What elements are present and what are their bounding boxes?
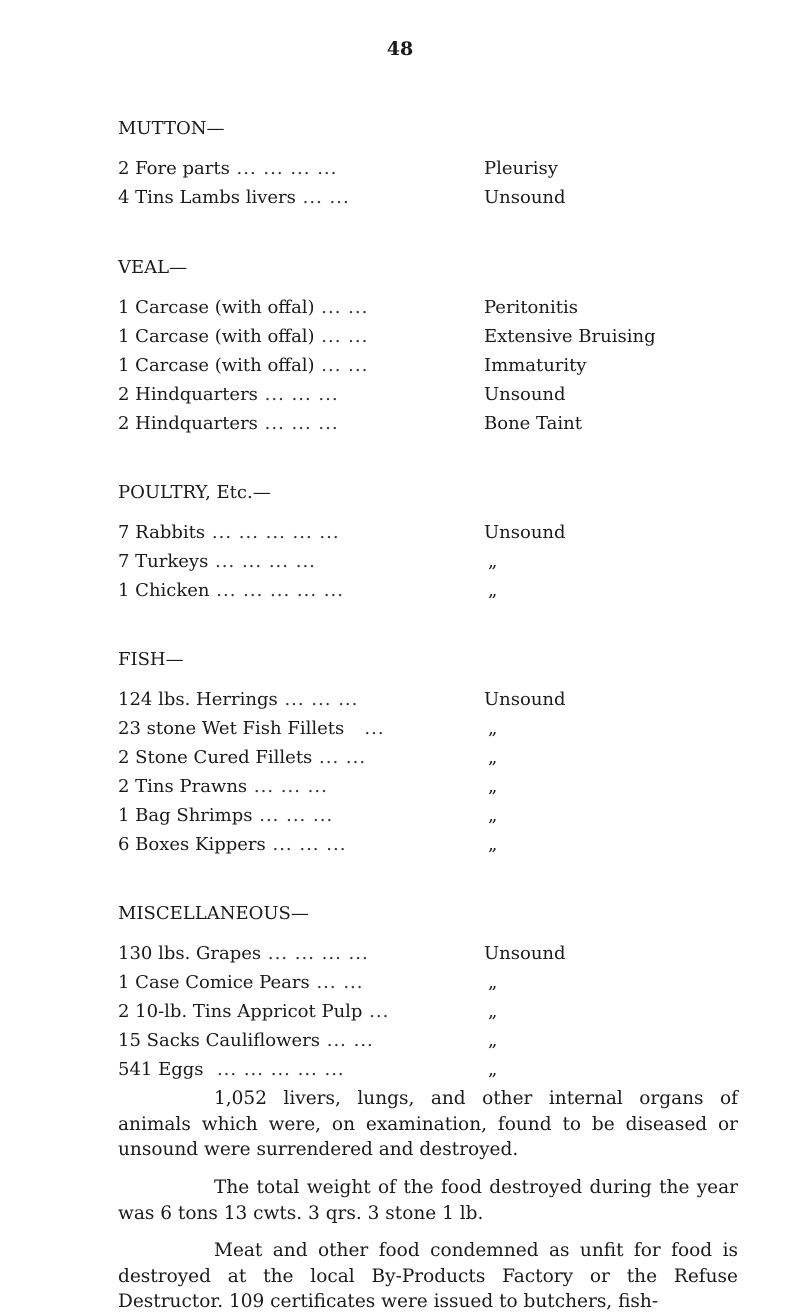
item-description: 7 Rabbits ... ... ... ... ... [118, 522, 340, 543]
item-reason: Unsound [484, 689, 566, 710]
ditto-mark: „ [488, 834, 498, 855]
list-item [118, 803, 738, 832]
section-miscellaneous [118, 901, 738, 1086]
item-description: 2 Tins Prawns ... ... ... [118, 776, 328, 797]
list-item [118, 353, 738, 382]
list-item [118, 411, 738, 440]
list-item [118, 549, 738, 578]
item-reason: Unsound [484, 187, 566, 208]
section-heading: FISH— [118, 649, 184, 670]
ditto-mark: „ [488, 580, 498, 601]
item-description: 23 stone Wet Fish Fillets ... [118, 718, 385, 739]
ditto-mark: „ [488, 551, 498, 572]
item-description: 15 Sacks Cauliflowers ... ... [118, 1030, 374, 1051]
page-number: 48 [386, 38, 414, 60]
list-item [118, 185, 738, 214]
item-description: 7 Turkeys ... ... ... ... [118, 551, 316, 572]
item-description: 1 Carcase (with offal) ... ... [118, 297, 369, 318]
list-item [118, 382, 738, 411]
ditto-mark: „ [488, 718, 498, 739]
list-item [118, 716, 738, 745]
item-reason: Extensive Bruising [484, 326, 656, 347]
item-description: 124 lbs. Herrings ... ... ... [118, 689, 359, 710]
section-heading: VEAL— [118, 257, 188, 278]
list-item [118, 578, 738, 607]
list-item [118, 999, 738, 1028]
list-item [118, 1028, 738, 1057]
item-reason: Immaturity [484, 355, 587, 376]
item-description: 2 Hindquarters ... ... ... [118, 384, 339, 405]
item-reason: Pleurisy [484, 158, 558, 179]
list-item [118, 1057, 738, 1086]
list-item [118, 295, 738, 324]
item-reason: Unsound [484, 522, 566, 543]
list-item [118, 832, 738, 861]
item-description: 4 Tins Lambs livers ... ... [118, 187, 350, 208]
section-poultry [118, 480, 738, 607]
item-reason: Unsound [484, 943, 566, 964]
section-heading: MISCELLANEOUS— [118, 903, 309, 924]
item-description: 2 Hindquarters ... ... ... [118, 413, 339, 434]
item-description: 1 Chicken ... ... ... ... ... [118, 580, 344, 601]
paragraph-total-weight: The total weight of the food destroyed during the year was 6 tons 13 cwts. 3 qrs. 3 stone 1 lb. [118, 1177, 738, 1224]
paragraph-disposal: Meat and other food condemned as unfit for food is destroyed at the local By-Products Factory or the Refuse Destructor. 109 certificates were issued to butchers, fish- [118, 1240, 738, 1312]
item-description: 1 Carcase (with offal) ... ... [118, 326, 369, 347]
list-item [118, 687, 738, 716]
list-item [118, 774, 738, 803]
item-description: 541 Eggs ... ... ... ... ... [118, 1059, 345, 1080]
ditto-mark: „ [488, 972, 498, 993]
list-item [118, 970, 738, 999]
list-item [118, 156, 738, 185]
section-heading: MUTTON— [118, 118, 225, 139]
ditto-mark: „ [488, 805, 498, 826]
item-reason: Peritonitis [484, 297, 578, 318]
item-description: 2 10-lb. Tins Appricot Pulp ... [118, 1001, 390, 1022]
item-description: 1 Bag Shrimps ... ... ... [118, 805, 334, 826]
section-fish [118, 647, 738, 861]
list-item [118, 520, 738, 549]
item-description: 1 Carcase (with offal) ... ... [118, 355, 369, 376]
list-item [118, 745, 738, 774]
item-reason: Unsound [484, 384, 566, 405]
ditto-mark: „ [488, 1030, 498, 1051]
ditto-mark: „ [488, 1059, 498, 1080]
list-item [118, 324, 738, 353]
section-heading: POULTRY, Etc.— [118, 482, 271, 503]
item-description: 1 Case Comice Pears ... ... [118, 972, 364, 993]
item-reason: Bone Taint [484, 413, 582, 434]
ditto-mark: „ [488, 747, 498, 768]
item-description: 2 Stone Cured Fillets ... ... [118, 747, 367, 768]
section-mutton [118, 116, 738, 214]
section-veal [118, 255, 738, 440]
item-description: 2 Fore parts ... ... ... ... [118, 158, 338, 179]
item-description: 6 Boxes Kippers ... ... ... [118, 834, 347, 855]
paragraph-organs: 1,052 livers, lungs, and other internal organs of animals which were, on examination, found to be diseased or unsound were surrendered and destroyed. [118, 1088, 738, 1160]
item-description: 130 lbs. Grapes ... ... ... ... [118, 943, 369, 964]
ditto-mark: „ [488, 1001, 498, 1022]
ditto-mark: „ [488, 776, 498, 797]
list-item [118, 941, 738, 970]
